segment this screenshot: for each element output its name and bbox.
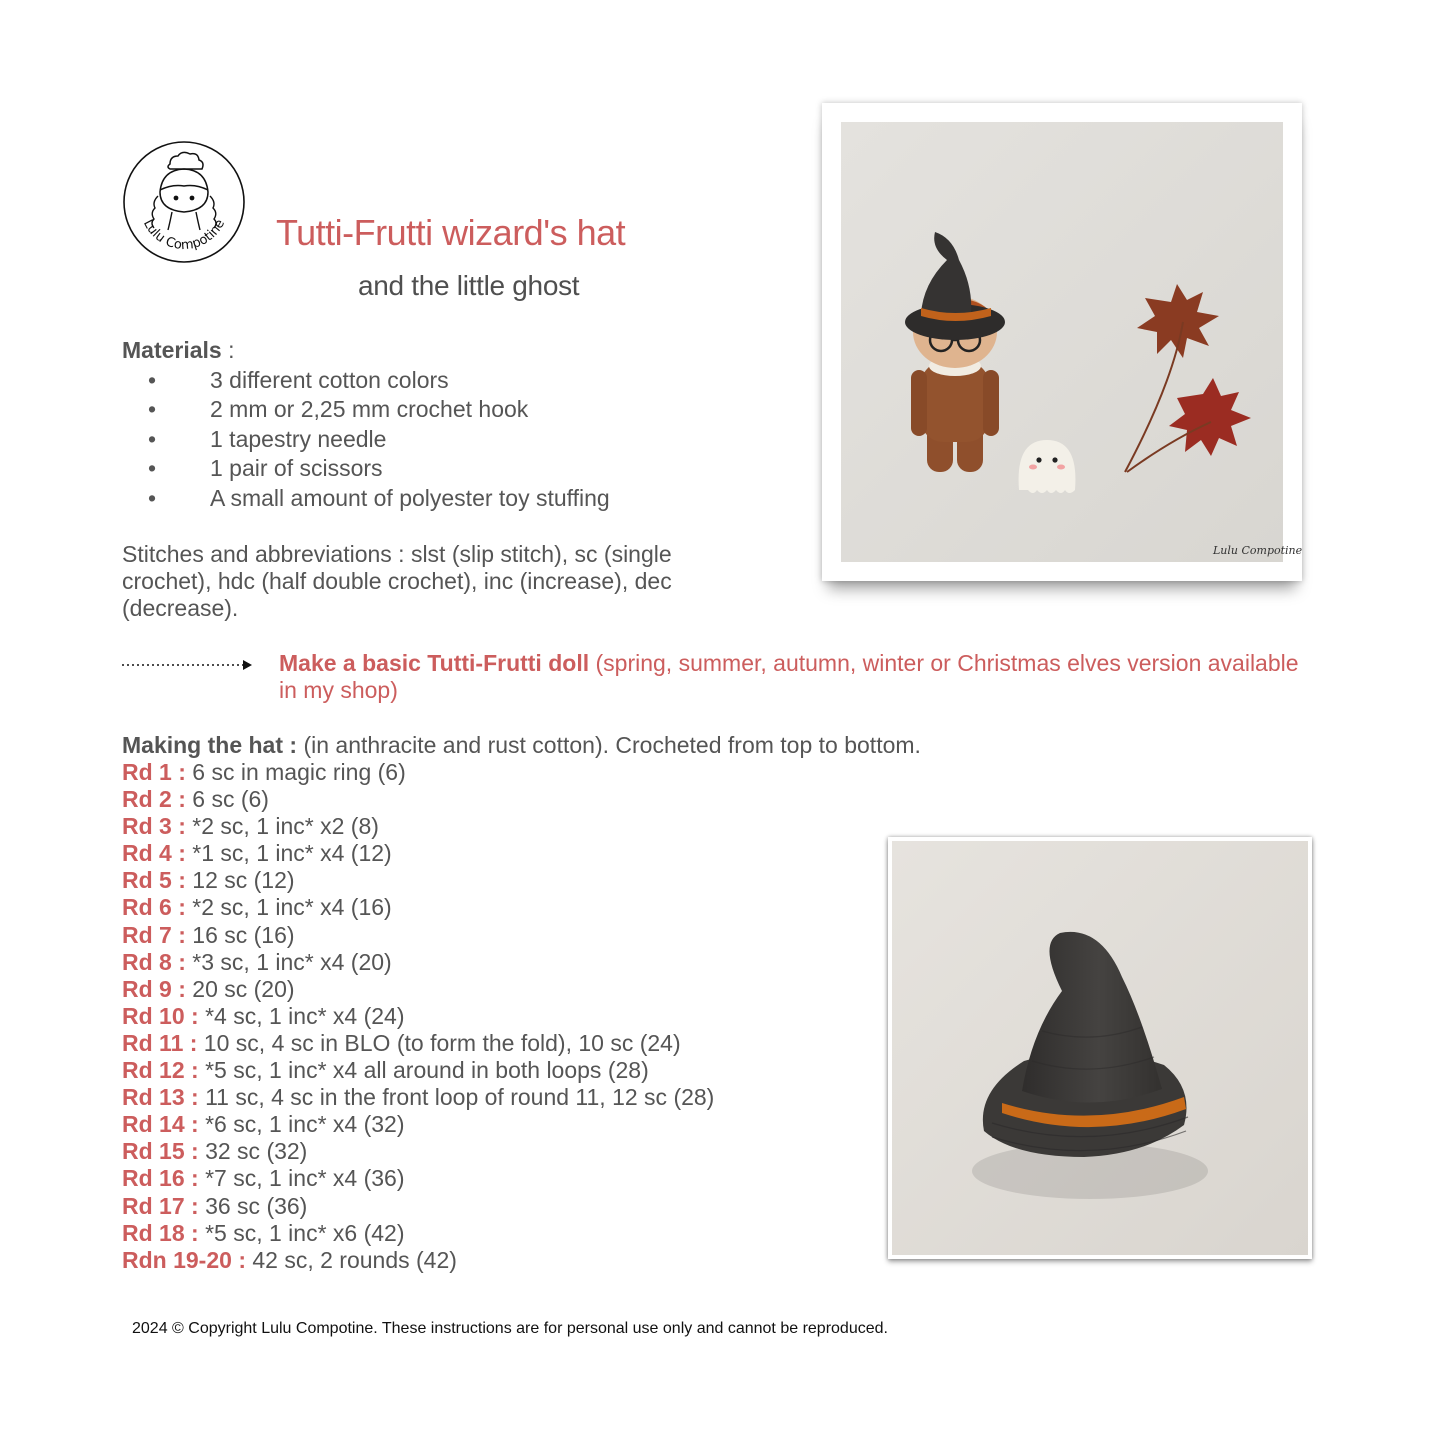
pattern-round: Rd 16 : *7 sc, 1 inc* x4 (36) <box>122 1165 405 1192</box>
pattern-round: Rd 2 : 6 sc (6) <box>122 786 269 813</box>
bullet: • <box>148 484 157 511</box>
pattern-round: Rd 13 : 11 sc, 4 sc in the front loop of round 11, 12 sc (28) <box>122 1084 715 1111</box>
doll-photo-frame <box>822 103 1302 581</box>
materials-heading: Materials : <box>122 337 235 363</box>
pattern-round: Rd 15 : 32 sc (32) <box>122 1138 308 1165</box>
pattern-round: Rd 8 : *3 sc, 1 inc* x4 (20) <box>122 948 392 975</box>
rounds-list <box>122 759 714 1274</box>
photo-watermark: Lulu Compotine <box>1213 544 1303 557</box>
materials-section <box>122 336 762 513</box>
list-item: • A small amount of polyester toy stuffing <box>122 484 762 514</box>
pattern-round: Rd 17 : 36 sc (36) <box>122 1192 308 1219</box>
dotted-arrow-icon <box>121 658 253 672</box>
pattern-round: Rd 4 : *1 sc, 1 inc* x4 (12) <box>122 840 392 867</box>
doll-photo <box>841 122 1303 562</box>
list-item: • 1 pair of scissors <box>122 454 762 484</box>
pattern-round: Rd 14 : *6 sc, 1 inc* x4 (32) <box>122 1111 405 1138</box>
pattern-round: Rd 7 : 16 sc (16) <box>122 921 295 948</box>
pattern-round: Rd 3 : *2 sc, 1 inc* x2 (8) <box>122 813 379 840</box>
list-item: • 2 mm or 2,25 mm crochet hook <box>122 395 762 425</box>
bullet: • <box>148 366 157 393</box>
brand-logo <box>122 140 246 264</box>
page-title: Tutti-Frutti wizard's hat <box>276 212 626 253</box>
pattern-round: Rd 9 : 20 sc (20) <box>122 975 295 1002</box>
pattern-round: Rd 18 : *5 sc, 1 inc* x6 (42) <box>122 1219 405 1246</box>
stitches-abbreviations: Stitches and abbreviations : slst (slip stitch), sc (single crochet), hdc (half double crochet), inc (increase), dec (decrease). <box>122 541 672 621</box>
pattern-round: Rd 6 : *2 sc, 1 inc* x4 (16) <box>122 894 392 921</box>
hat-photo-frame <box>888 837 1312 1259</box>
pattern-round: Rdn 19-20 : 42 sc, 2 rounds (42) <box>122 1246 457 1273</box>
pattern-round: Rd 12 : *5 sc, 1 inc* x4 all around in both loops (28) <box>122 1057 649 1084</box>
list-item: • 1 tapestry needle <box>122 425 762 455</box>
pattern-round: Rd 1 : 6 sc in magic ring (6) <box>122 759 406 785</box>
pattern-round: Rd 10 : *4 sc, 1 inc* x4 (24) <box>122 1002 405 1029</box>
logo-text: Lulu Compotine <box>139 217 229 254</box>
basic-doll-note: Make a basic Tutti-Frutti doll (spring, summer, autumn, winter or Christmas elves version available in my shop) <box>279 650 1299 703</box>
hat-heading: Making the hat : (in anthracite and rust cotton). Crocheted from top to bottom. <box>122 732 921 758</box>
pattern-round: Rd 11 : 10 sc, 4 sc in BLO (to form the fold), 10 sc (24) <box>122 1029 681 1056</box>
bullet: • <box>148 396 157 423</box>
bullet: • <box>148 455 157 482</box>
list-item: • 3 different cotton colors <box>122 366 762 396</box>
bullet: • <box>148 425 157 452</box>
page-subtitle: and the little ghost <box>358 270 580 301</box>
hat-photo <box>892 841 1308 1255</box>
copyright-footer: 2024 © Copyright Lulu Compotine. These instructions are for personal use only and cannot be reproduced. <box>132 1320 888 1337</box>
pattern-round: Rd 5 : 12 sc (12) <box>122 867 295 894</box>
